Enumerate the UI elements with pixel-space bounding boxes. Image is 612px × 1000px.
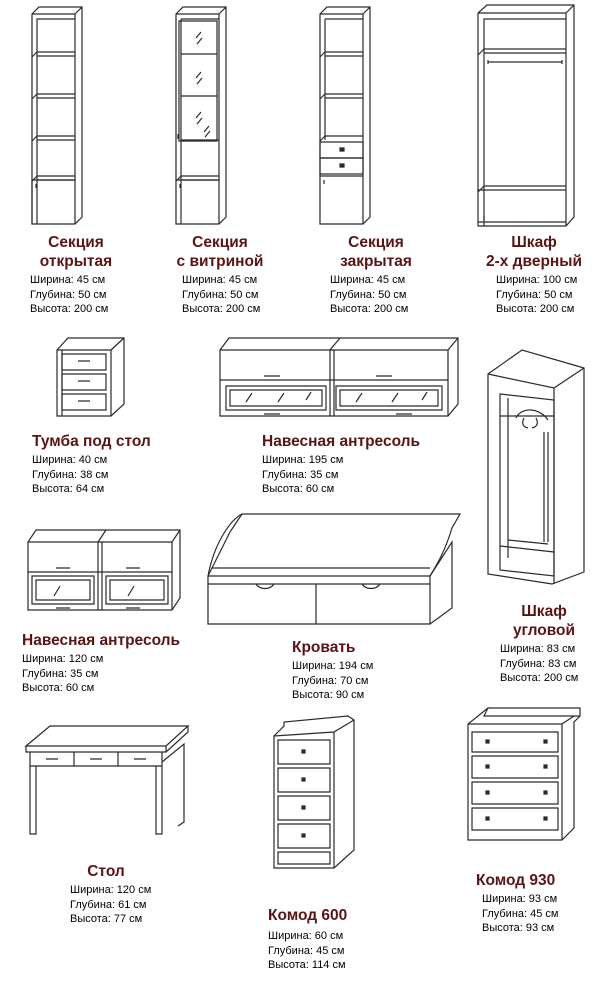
wall-cabinet-195-drawing [216,334,464,420]
spec-width: Ширина: 120 см [70,884,152,896]
section-closed-drawing [316,4,374,226]
title-line: Стол [87,863,125,880]
title-line: Шкаф [521,603,567,620]
item-specs [182,273,270,317]
title-line: угловой [512,622,576,639]
title-line: 2-х дверный [485,253,583,270]
item-specs [262,453,420,497]
title-line: Шкаф [511,234,557,251]
spec-width: Ширина: 120 см [22,653,104,665]
title-line: Кровать [292,639,356,656]
spec-width: Ширина: 40 см [32,454,108,466]
title-line: Тумба под стол [32,433,151,450]
spec-height: Высота: 60 см [262,483,335,495]
spec-height: Высота: 200 см [30,303,109,315]
table-drawing [22,722,194,838]
title-line: с витриной [176,253,264,270]
spec-height: Высота: 200 см [500,672,579,684]
spec-depth: Глубина: 35 см [22,667,99,680]
title-line: закрытая [340,253,412,270]
spec-depth: Глубина: 50 см [182,288,259,301]
spec-depth: Глубина: 50 см [496,288,573,301]
title-line: открытая [39,253,113,270]
item-title [292,638,373,657]
spec-height: Высота: 60 см [22,682,95,694]
spec-depth: Глубина: 50 см [30,288,107,301]
dresser-600-caption [268,906,347,973]
section-closed-caption [330,233,422,317]
dresser-930-drawing [464,702,586,844]
wall-cabinet-120-drawing [24,522,186,614]
dresser-600-drawing [268,710,360,872]
wardrobe-2door-drawing [474,2,580,228]
item-specs [70,883,151,927]
item-title [22,631,180,650]
bed-caption [292,638,373,703]
item-title [262,432,420,451]
title-line: Навесная антресоль [22,632,181,649]
spec-width: Ширина: 45 см [182,274,258,286]
item-specs [330,273,422,317]
spec-height: Высота: 77 см [70,913,143,925]
spec-width: Ширина: 45 см [30,274,106,286]
section-showcase-caption [170,233,270,317]
table-caption [70,862,151,927]
item-specs [292,659,373,703]
spec-width: Ширина: 60 см [268,930,344,942]
wardrobe-corner-caption [500,602,588,686]
item-specs [32,453,151,497]
title-line: Секция [48,234,104,251]
wall-cabinet-120-caption [22,631,180,696]
spec-width: Ширина: 93 см [482,893,558,905]
title-line: Секция [192,234,248,251]
spec-depth: Глубина: 35 см [262,468,339,481]
item-specs [30,273,122,317]
section-open-caption [30,233,122,317]
spec-height: Высота: 90 см [292,689,365,701]
item-title [30,233,122,271]
wall-cabinet-195-caption [262,432,420,497]
desk-pedestal-caption [32,432,151,497]
spec-depth: Глубина: 38 см [32,468,109,481]
title-line: Комод 930 [476,872,556,889]
item-specs [496,273,584,317]
spec-depth: Глубина: 45 см [482,907,559,920]
spec-height: Высота: 200 см [330,303,409,315]
bed-drawing [204,508,466,628]
spec-width: Ширина: 83 см [500,643,576,655]
spec-height: Высота: 64 см [32,483,105,495]
item-title [330,233,422,271]
item-title [476,871,558,890]
spec-depth: Глубина: 50 см [330,288,407,301]
spec-depth: Глубина: 61 см [70,898,147,911]
spec-height: Высота: 114 см [268,959,346,971]
spec-depth: Глубина: 70 см [292,674,369,687]
spec-depth: Глубина: 45 см [268,944,345,957]
title-line: Секция [348,234,404,251]
item-title [170,233,270,271]
item-title [32,432,151,451]
spec-height: Высота: 200 см [496,303,575,315]
item-title [500,602,588,640]
spec-width: Ширина: 195 см [262,454,344,466]
item-specs [482,892,558,936]
title-line: Комод 600 [268,907,348,924]
item-title [70,862,142,881]
section-showcase-drawing [172,4,230,226]
desk-pedestal-drawing [54,334,128,420]
title-line: Навесная антресоль [262,433,421,450]
section-open-drawing [28,4,86,226]
item-title [268,906,347,925]
wardrobe-corner-drawing [484,346,590,588]
item-title [484,233,584,271]
item-specs [268,929,347,973]
spec-width: Ширина: 45 см [330,274,406,286]
spec-height: Высота: 200 см [182,303,261,315]
spec-width: Ширина: 194 см [292,660,374,672]
dresser-930-caption [476,871,558,936]
spec-depth: Глубина: 83 см [500,657,577,670]
wardrobe-2door-caption [484,233,584,317]
item-specs [22,652,180,696]
spec-width: Ширина: 100 см [496,274,578,286]
item-specs [500,642,588,686]
spec-height: Высота: 93 см [482,922,555,934]
